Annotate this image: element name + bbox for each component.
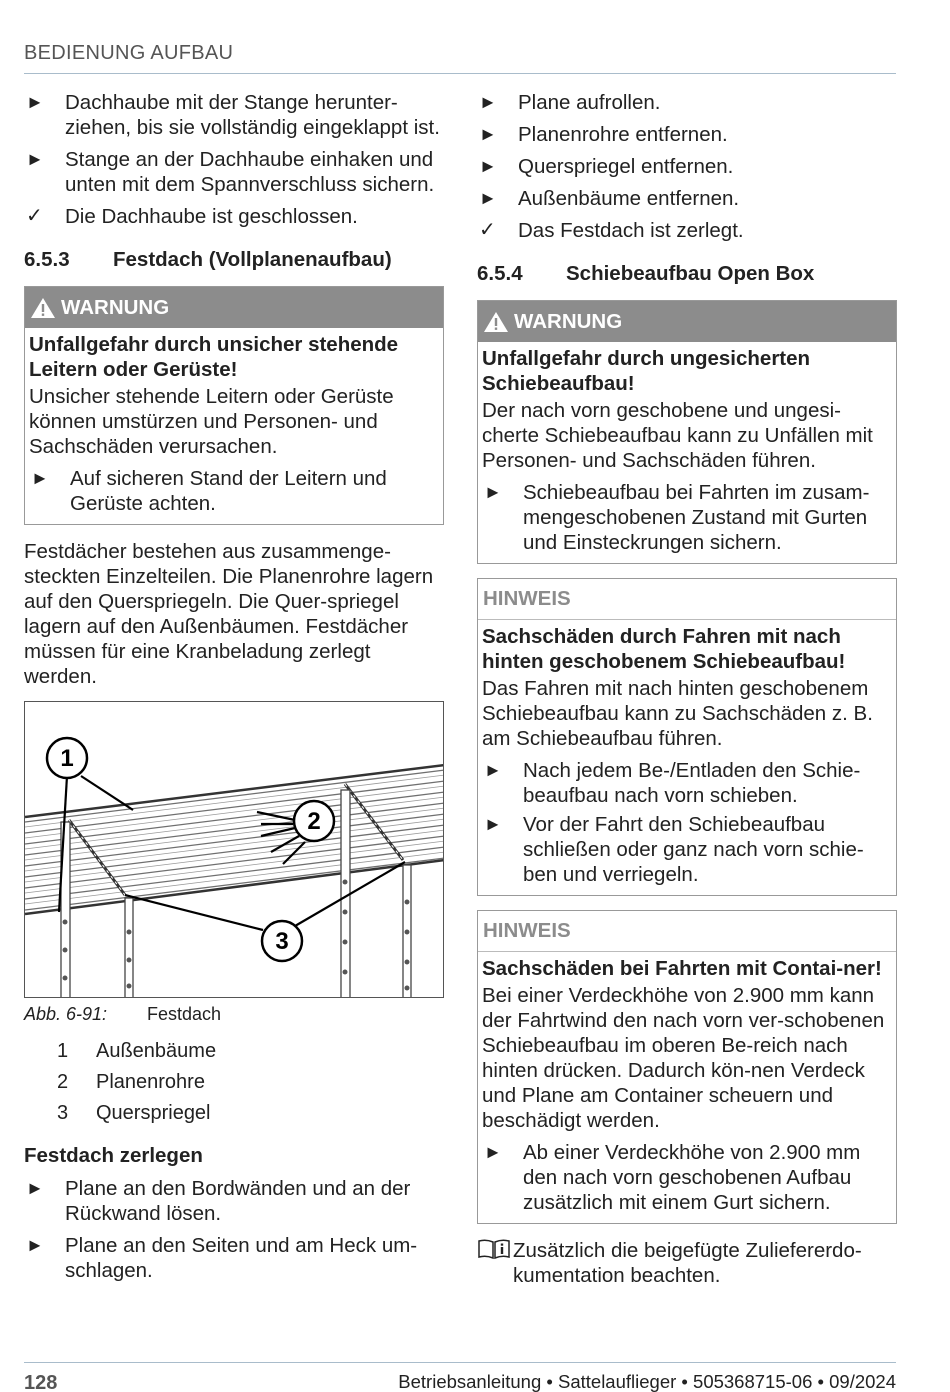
- section-title: Schiebeaufbau Open Box: [566, 262, 815, 285]
- warning-header: [25, 287, 443, 328]
- legend-text: Querspriegel: [96, 1102, 211, 1124]
- step-text: Außenbäume entfernen.: [518, 187, 740, 210]
- step-item: [24, 1233, 444, 1283]
- hint-header: [478, 911, 896, 952]
- arrow-right-icon: ►: [479, 124, 497, 144]
- step-item: [24, 1176, 444, 1226]
- warning-title: Unfallgefahr durch unsicher stehende Leitern oder Gerüste!: [29, 333, 399, 381]
- legend-text: Außenbäume: [96, 1040, 217, 1062]
- arrow-right-icon: ►: [479, 156, 497, 176]
- step-item: [477, 90, 897, 115]
- section-number: 6.5.4: [477, 262, 523, 285]
- step-item: [482, 480, 893, 555]
- step-item: [477, 154, 897, 179]
- section-title: Festdach (Vollplanenaufbau): [113, 248, 392, 271]
- subheading: Festdach zerlegen: [24, 1144, 203, 1167]
- arrow-right-icon: ►: [26, 149, 44, 169]
- section-number: 6.5.3: [24, 248, 70, 271]
- arrow-right-icon: ►: [31, 468, 49, 488]
- legend-number: 1: [57, 1040, 69, 1062]
- check-icon: ✓: [26, 205, 43, 227]
- section-heading: [477, 261, 897, 286]
- legend-number: 2: [57, 1071, 69, 1093]
- page-footer: [24, 1362, 896, 1392]
- step-item: [482, 1140, 893, 1215]
- step-text: Auf sicheren Stand der Leitern und Gerüste achten.: [70, 467, 387, 515]
- arrow-right-icon: ►: [479, 188, 497, 208]
- step-item: [29, 466, 440, 516]
- warning-box: [24, 286, 444, 525]
- callout-2: 2: [307, 808, 321, 835]
- info-note: [477, 1238, 897, 1288]
- step-item: [477, 186, 897, 211]
- warning-body: [478, 342, 896, 563]
- warning-header: [478, 301, 896, 342]
- hint-body: [478, 620, 896, 895]
- warning-label: WARNUNG: [61, 295, 170, 319]
- warning-box: [477, 300, 897, 564]
- result-item: [24, 204, 444, 229]
- right-column: [477, 90, 897, 1288]
- figure-caption: [24, 1004, 444, 1025]
- callout-3: 3: [275, 928, 289, 955]
- body-paragraph: Festdächer bestehen aus zusammenge-steckten Einzelteilen. Die Planenrohre lagern auf den Querspriegeln. Die Quer-spriegel lagern auf den Außenbäumen. Festdächer müssen für eine Kranbeladung zerlegt werden.: [24, 540, 434, 688]
- arrow-right-icon: ►: [26, 1178, 44, 1198]
- hint-label: HINWEIS: [483, 587, 571, 610]
- legend-number: 3: [57, 1102, 69, 1124]
- hint-text: Das Fahren mit nach hinten geschobenem Schiebeaufbau kann zu Sachschäden z. B. am Schiebeaufbau führen.: [482, 677, 873, 750]
- step-item: [477, 122, 897, 147]
- arrow-right-icon: ►: [484, 814, 502, 834]
- legend-item: [24, 1039, 444, 1064]
- callout-1: 1: [60, 745, 74, 772]
- hint-title: Sachschäden bei Fahrten mit Contai-ner!: [482, 957, 882, 980]
- info-book-icon: [477, 1238, 513, 1288]
- warning-triangle-icon: [483, 311, 509, 333]
- hint-box: [477, 578, 897, 896]
- step-text: Querspriegel entfernen.: [518, 155, 734, 178]
- result-text: Das Festdach ist zerlegt.: [518, 219, 744, 242]
- hint-label: HINWEIS: [483, 919, 571, 942]
- left-column: [24, 90, 444, 1290]
- step-item: [482, 758, 893, 808]
- info-text: Zusätzlich die beigefügte Zuliefererdo-kumentation beachten.: [513, 1239, 862, 1287]
- warning-title: Unfallgefahr durch ungesicherten Schiebeaufbau!: [482, 347, 811, 395]
- arrow-right-icon: ►: [26, 92, 44, 112]
- warning-label: WARNUNG: [514, 309, 623, 333]
- result-text: Die Dachhaube ist geschlossen.: [65, 205, 358, 228]
- warning-text: Der nach vorn geschobene und ungesi-cherte Schiebeaufbau kann zu Unfällen mit Personen- und Sachschäden führen.: [482, 399, 873, 472]
- arrow-right-icon: ►: [479, 92, 497, 112]
- roof-illustration: [25, 702, 444, 998]
- step-item: [482, 812, 893, 887]
- figure-festdach: [24, 701, 444, 998]
- step-text: Nach jedem Be-/Entladen den Schie-beaufbau nach vorn schieben.: [523, 759, 861, 807]
- warning-body: [25, 328, 443, 524]
- legend-item: [24, 1070, 444, 1095]
- hint-title: Sachschäden durch Fahren mit nach hinten geschobenem Schiebeaufbau!: [482, 625, 846, 673]
- step-item: [24, 90, 444, 140]
- warning-triangle-icon: [30, 297, 56, 319]
- step-text: Plane an den Seiten und am Heck um-schlagen.: [65, 1234, 418, 1282]
- arrow-right-icon: ►: [484, 482, 502, 502]
- warning-text: Unsicher stehende Leitern oder Gerüste können umstürzen und Personen- und Sachschäden verursachen.: [29, 385, 394, 458]
- step-text: Schiebeaufbau bei Fahrten im zusam-mengeschobenen Zustand mit Gurten und Einsteckrungen sichern.: [523, 481, 870, 554]
- step-text: Plane aufrollen.: [518, 91, 661, 114]
- page-number: 128: [24, 1372, 58, 1392]
- arrow-right-icon: ►: [26, 1235, 44, 1255]
- step-item: [24, 147, 444, 197]
- legend-text: Planenrohre: [96, 1071, 205, 1093]
- result-item: [477, 218, 897, 243]
- legend-item: [24, 1101, 444, 1126]
- check-icon: ✓: [479, 219, 496, 241]
- step-text: Dachhaube mit der Stange herunter-ziehen, bis sie vollständig eingeklappt ist.: [65, 91, 440, 139]
- caption-label: Abb. 6-91:: [24, 1004, 108, 1024]
- step-text: Planenrohre entfernen.: [518, 123, 728, 146]
- hint-box: [477, 910, 897, 1224]
- section-heading: [24, 247, 444, 272]
- page-header: [24, 42, 896, 74]
- caption-text: Festdach: [147, 1004, 222, 1024]
- hint-header: [478, 579, 896, 620]
- step-text: Vor der Fahrt den Schiebeaufbau schließen oder ganz nach vorn schie-ben und verriegeln.: [523, 813, 864, 886]
- header-section-title: BEDIENUNG AUFBAU: [24, 42, 234, 64]
- arrow-right-icon: ►: [484, 1142, 502, 1162]
- step-text: Stange an der Dachhaube einhaken und unten mit dem Spannverschluss sichern.: [65, 148, 435, 196]
- arrow-right-icon: ►: [484, 760, 502, 780]
- document-reference: Betriebsanleitung • Sattelauflieger • 505368715-06 • 09/2024: [398, 1371, 896, 1392]
- hint-body: [478, 952, 896, 1223]
- step-text: Plane an den Bordwänden und an der Rückwand lösen.: [65, 1177, 411, 1225]
- step-text: Ab einer Verdeckhöhe von 2.900 mm den nach vorn geschobenen Aufbau zusätzlich mit einem Gurt sichern.: [523, 1141, 861, 1214]
- hint-text: Bei einer Verdeckhöhe von 2.900 mm kann der Fahrtwind den nach vorn ver-schobenen Schiebeaufbau im oberen Be-reich nach hinten drücken. Dadurch kön-nen Verdeck und Plane am Container scheuern und beschädigt werden.: [482, 984, 885, 1132]
